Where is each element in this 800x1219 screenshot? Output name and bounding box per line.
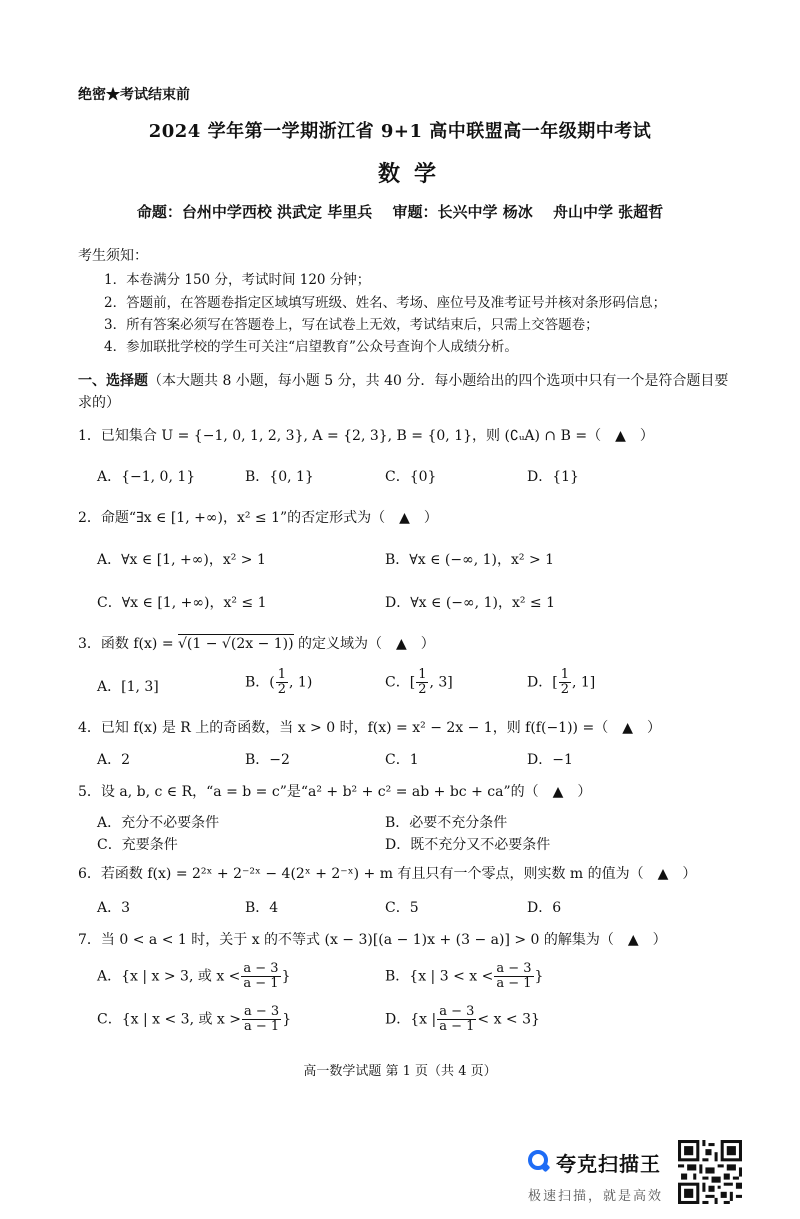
option-a: A．∀x ∈ [1, +∞)，x² > 1 xyxy=(97,552,266,568)
subject-title: 数学 xyxy=(377,161,450,187)
option-b: B．−2 xyxy=(245,752,290,768)
option-text: A．[1, 3] xyxy=(97,679,159,695)
section-desc: （本大题共 8 小题，每小题 5 分，共 40 分．每小题给出的四个选项中只有一个是符合题目要求的） xyxy=(78,373,729,411)
question-number: 6． xyxy=(78,866,101,882)
exam-title: 2024 学年第一学期浙江省 9+1 高中联盟高一年级期中考试 xyxy=(148,121,652,142)
fraction-numerator: a − 3 xyxy=(496,961,532,976)
fraction-denominator: 2 xyxy=(560,682,569,697)
fraction-numerator: 1 xyxy=(560,667,569,682)
option-d xyxy=(527,668,595,697)
option-a: A．3 xyxy=(97,900,131,916)
option-c: C．5 xyxy=(385,900,419,916)
option-b xyxy=(245,668,312,697)
notice-heading: 考生须知： xyxy=(78,248,148,264)
fraction-denominator: a − 1 xyxy=(244,1019,280,1034)
fraction xyxy=(241,962,280,991)
fraction-numerator: a − 3 xyxy=(243,961,279,976)
question-stem: 已知 f(x) 是 R 上的奇函数，当 x > 0 时，f(x) = x² − 2x − 1，则 f(f(−1)) =（ ▲ ） xyxy=(100,720,661,736)
question-7 xyxy=(78,929,667,949)
question-stem-post: 的定义域为（ ▲ ） xyxy=(293,636,435,652)
option-a xyxy=(97,962,291,991)
option-tail: } xyxy=(534,968,544,985)
option-b: B．4 xyxy=(245,900,279,916)
option-a: A．充分不必要条件 xyxy=(97,815,220,831)
question-3 xyxy=(78,633,435,653)
option-text: C．{x | x < 3, 或 x > xyxy=(97,1011,241,1028)
question-1 xyxy=(78,425,654,445)
option-tail: < x < 3} xyxy=(477,1011,540,1028)
question-6 xyxy=(78,863,696,883)
notice-item: 1．本卷满分 150 分，考试时间 120 分钟； xyxy=(104,272,371,288)
question-stem: 当 0 < a < 1 时，关于 x 的不等式 (x − 3)[(a − 1)x + (3 − a)] > 0 的解集为（ ▲ ） xyxy=(100,932,667,948)
option-tail: } xyxy=(281,968,291,985)
authors-line: 命题：台州中学西校 洪武定 毕里兵 审题：长兴中学 杨冰 舟山中学 张超哲 xyxy=(136,203,664,221)
option-text: C．[ xyxy=(385,674,416,691)
option-d: D．{1} xyxy=(527,469,579,485)
question-stem: 已知集合 U = {−1, 0, 1, 2, 3}, A = {2, 3}, B = {0, 1}，则 (∁ᵤA) ∩ B =（ ▲ ） xyxy=(100,428,654,444)
question-stem: 若函数 f(x) = 2²ˣ + 2⁻²ˣ − 4(2ˣ + 2⁻ˣ) + m 有且只有一个零点，则实数 m 的值为（ ▲ ） xyxy=(100,866,697,882)
page-footer: 高一数学试题 第 1 页（共 4 页） xyxy=(303,1064,497,1079)
option-a xyxy=(97,676,159,696)
fraction-denominator: 2 xyxy=(277,682,287,697)
question-number: 2． xyxy=(78,510,101,526)
option-tail: } xyxy=(282,1011,292,1028)
question-2 xyxy=(78,507,438,527)
option-d: D．既不充分又不必要条件 xyxy=(385,837,551,853)
option-tail: , 3] xyxy=(429,674,453,691)
notice-item: 3．所有答案必须写在答题卷上，写在试卷上无效，考试结束后，只需上交答题卷； xyxy=(104,317,599,333)
question-number: 5． xyxy=(78,784,101,800)
fraction xyxy=(242,1005,281,1034)
scanner-slogan: 极速扫描，就是高效 xyxy=(528,1189,664,1204)
option-c: C．充要条件 xyxy=(97,837,178,853)
fraction-numerator: a − 3 xyxy=(244,1004,280,1019)
fraction xyxy=(437,1005,476,1034)
option-d xyxy=(385,1005,540,1034)
option-b: B．必要不充分条件 xyxy=(385,815,508,831)
option-a: A．{−1, 0, 1} xyxy=(97,469,196,485)
option-d: D．−1 xyxy=(527,752,573,768)
fraction xyxy=(416,668,428,697)
fraction-denominator: 2 xyxy=(418,682,427,697)
option-a: A．2 xyxy=(97,752,131,768)
option-b: B．{0, 1} xyxy=(245,469,314,485)
question-4 xyxy=(78,717,661,737)
fraction-denominator: a − 1 xyxy=(496,976,532,991)
question-5 xyxy=(78,781,591,801)
notice-item: 4．参加联批学校的学生可关注“启望教育”公众号查询个人成绩分析。 xyxy=(104,339,518,355)
question-number: 1． xyxy=(78,428,101,444)
question-number: 3． xyxy=(78,636,101,652)
option-b xyxy=(385,962,543,991)
option-tail: , 1) xyxy=(289,674,313,691)
confidential-label: 绝密★考试结束前 xyxy=(78,87,190,103)
option-tail: , 1] xyxy=(571,674,596,691)
fraction-numerator: a − 3 xyxy=(439,1004,475,1019)
scanner-app-name: 夸克扫描王 xyxy=(556,1152,661,1176)
scanner-logo-icon xyxy=(528,1150,548,1170)
option-b: B．∀x ∈ (−∞, 1)，x² > 1 xyxy=(385,552,555,568)
question-stem-pre: 函数 f(x) = xyxy=(100,636,179,652)
question-number: 4． xyxy=(78,720,101,736)
option-c xyxy=(97,1005,291,1034)
option-c: C．1 xyxy=(385,752,419,768)
fraction-denominator: a − 1 xyxy=(439,1019,475,1034)
option-text: B．( xyxy=(245,674,275,691)
sqrt-expression: √(1 − √(2x − 1)) xyxy=(178,636,294,652)
fraction-denominator: a − 1 xyxy=(243,976,279,991)
question-stem: 命题“∃x ∈ [1, +∞)，x² ≤ 1”的否定形式为（ ▲ ） xyxy=(100,510,438,526)
option-text: A．{x | x > 3, 或 x < xyxy=(97,968,241,985)
option-text: D．{x | xyxy=(385,1011,437,1028)
fraction xyxy=(494,962,533,991)
option-d: D．∀x ∈ (−∞, 1)，x² ≤ 1 xyxy=(385,595,556,611)
option-c xyxy=(385,668,453,697)
question-number: 7． xyxy=(78,932,101,948)
fraction-numerator: 1 xyxy=(277,667,287,682)
option-text: D．[ xyxy=(527,674,558,691)
option-text: B．{x | 3 < x < xyxy=(385,968,494,985)
fraction xyxy=(559,668,571,697)
fraction-numerator: 1 xyxy=(418,667,427,682)
qr-code-icon xyxy=(678,1140,742,1204)
fraction xyxy=(276,668,288,697)
option-c: C．∀x ∈ [1, +∞)，x² ≤ 1 xyxy=(97,595,267,611)
section-label: 一、选择题 xyxy=(78,373,148,389)
option-d: D．6 xyxy=(527,900,562,916)
option-c: C．{0} xyxy=(385,469,437,485)
section-heading xyxy=(78,370,738,414)
notice-item: 2．答题前，在答题卷指定区域填写班级、姓名、考场、座位号及准考证号并核对条形码信息； xyxy=(104,295,667,311)
question-stem: 设 a, b, c ∈ R，“a = b = c”是“a² + b² + c² = ab + bc + ca”的（ ▲ ） xyxy=(100,784,592,800)
